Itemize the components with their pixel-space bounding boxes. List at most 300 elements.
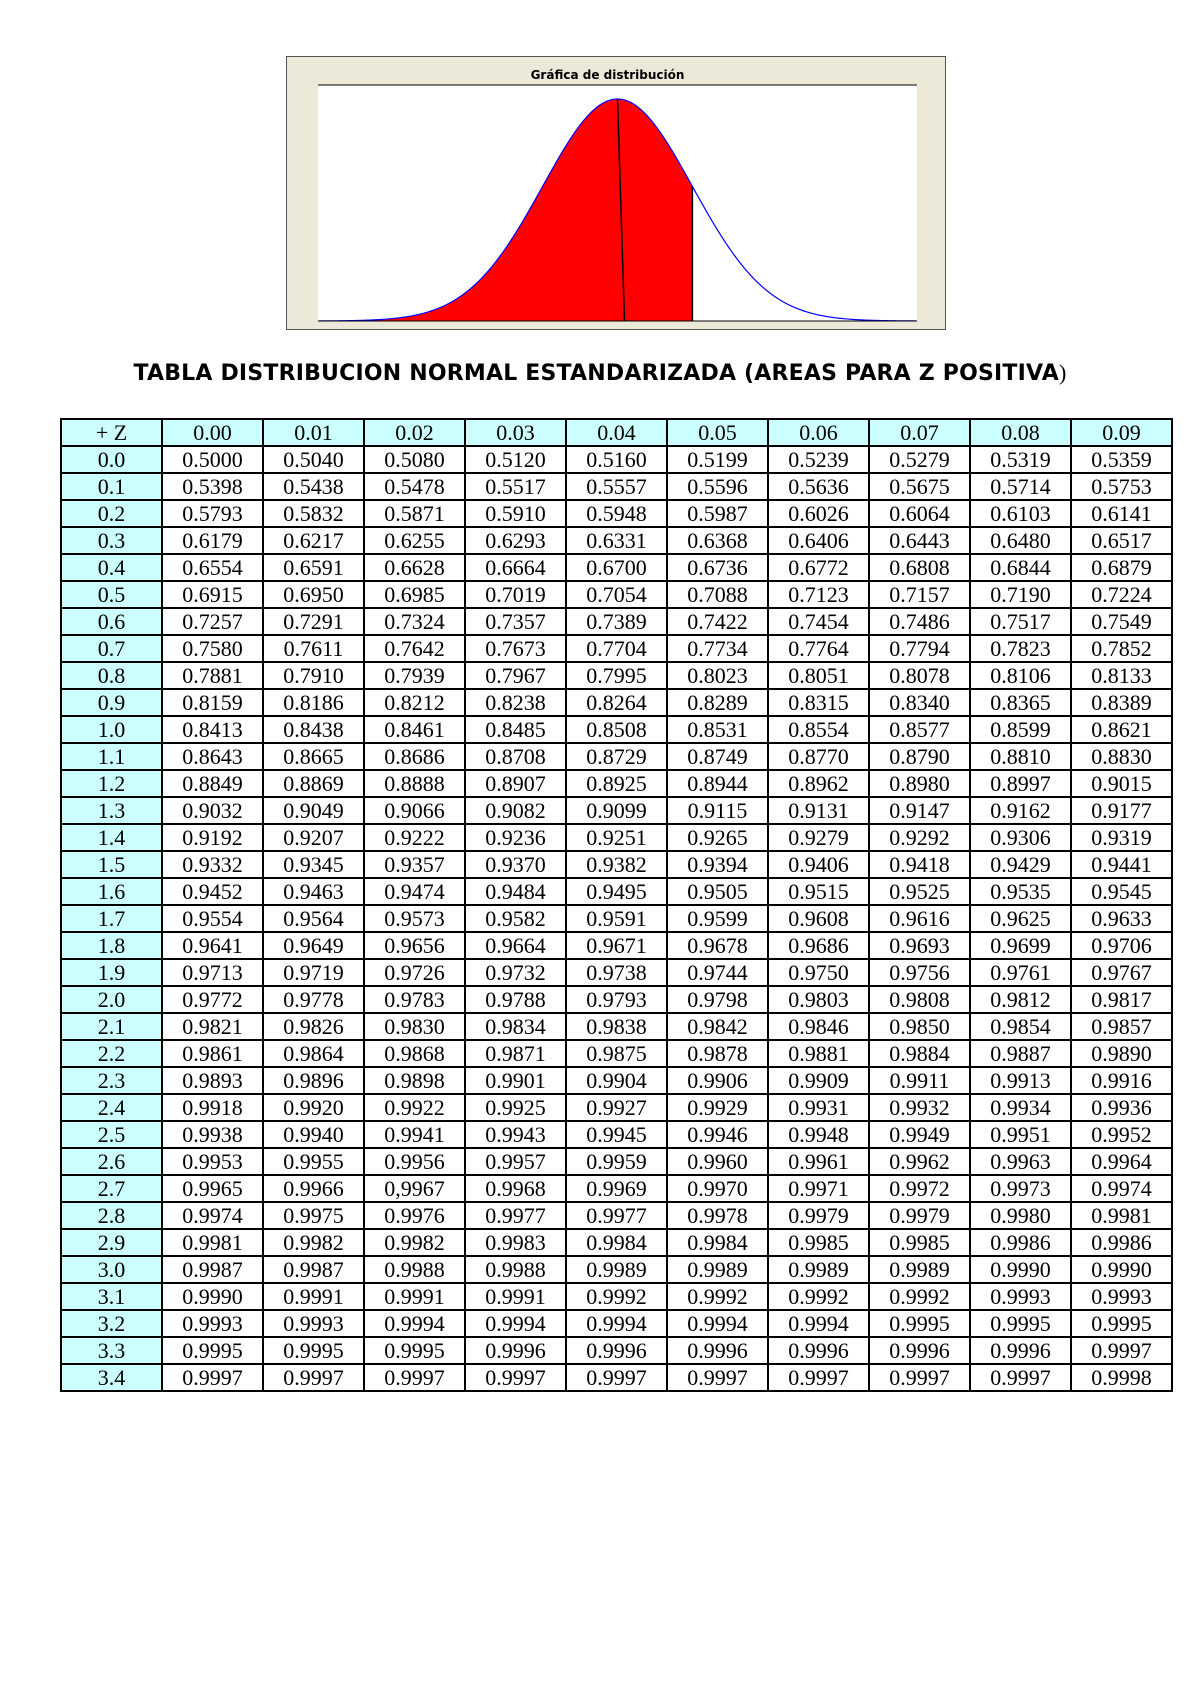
probability-cell: 0.9985 [768,1229,869,1256]
probability-cell: 0.9761 [970,959,1071,986]
probability-cell: 0.9901 [465,1067,566,1094]
column-header-cell: 0.01 [263,419,364,446]
z-value-cell: 3.2 [61,1310,162,1337]
probability-cell: 0.9898 [364,1067,465,1094]
probability-cell: 0.8508 [566,716,667,743]
probability-cell: 0.9345 [263,851,364,878]
probability-cell: 0.9788 [465,986,566,1013]
probability-cell: 0.9693 [869,932,970,959]
probability-cell: 0.9778 [263,986,364,1013]
probability-cell: 0.7881 [162,662,263,689]
probability-cell: 0.8944 [667,770,768,797]
probability-cell: 0.9564 [263,905,364,932]
probability-cell: 0.9906 [667,1067,768,1094]
probability-cell: 0.9997 [667,1364,768,1391]
probability-cell: 0.9147 [869,797,970,824]
probability-cell: 0.6179 [162,527,263,554]
probability-cell: 0.9641 [162,932,263,959]
probability-cell: 0.8643 [162,743,263,770]
probability-cell: 0.9713 [162,959,263,986]
probability-cell: 0.5438 [263,473,364,500]
probability-cell: 0.9808 [869,986,970,1013]
probability-cell: 0.5753 [1071,473,1172,500]
probability-cell: 0.9955 [263,1148,364,1175]
z-value-cell: 2.7 [61,1175,162,1202]
probability-cell: 0.9535 [970,878,1071,905]
probability-cell: 0.5987 [667,500,768,527]
probability-cell: 0.6554 [162,554,263,581]
probability-cell: 0.5832 [263,500,364,527]
probability-cell: 0.9995 [162,1337,263,1364]
probability-cell: 0.9966 [263,1175,364,1202]
probability-cell: 0.5910 [465,500,566,527]
probability-cell: 0.9989 [667,1256,768,1283]
probability-cell: 0.9474 [364,878,465,905]
probability-cell: 0.9934 [970,1094,1071,1121]
probability-cell: 0.8023 [667,662,768,689]
probability-cell: 0.9922 [364,1094,465,1121]
probability-cell: 0.7357 [465,608,566,635]
probability-cell: 0.9332 [162,851,263,878]
probability-cell: 0.9803 [768,986,869,1013]
z-value-cell: 2.1 [61,1013,162,1040]
probability-cell: 0.8962 [768,770,869,797]
probability-cell: 0.9991 [465,1283,566,1310]
probability-cell: 0.9678 [667,932,768,959]
probability-cell: 0.5675 [869,473,970,500]
column-header-cell: 0.00 [162,419,263,446]
z-value-cell: 3.1 [61,1283,162,1310]
probability-cell: 0.6368 [667,527,768,554]
probability-cell: 0.9842 [667,1013,768,1040]
probability-cell: 0.9982 [263,1229,364,1256]
probability-cell: 0.9177 [1071,797,1172,824]
probability-cell: 0.9850 [869,1013,970,1040]
probability-cell: 0.9993 [263,1310,364,1337]
z-value-cell: 0.9 [61,689,162,716]
probability-cell: 0.9463 [263,878,364,905]
probability-cell: 0.7852 [1071,635,1172,662]
probability-cell: 0.9952 [1071,1121,1172,1148]
probability-cell: 0.8830 [1071,743,1172,770]
probability-cell: 0.7673 [465,635,566,662]
probability-cell: 0.9916 [1071,1067,1172,1094]
probability-cell: 0.5040 [263,446,364,473]
probability-cell: 0.9959 [566,1148,667,1175]
z-value-cell: 0.7 [61,635,162,662]
probability-cell: 0.9989 [768,1256,869,1283]
table-row [61,1310,1172,1337]
probability-cell: 0.9997 [162,1364,263,1391]
probability-cell: 0.7257 [162,608,263,635]
page-title-main: TABLA DISTRIBUCION NORMAL ESTANDARIZADA (AREAS PARA Z POSITIVA [133,361,1059,386]
probability-cell: 0.9279 [768,824,869,851]
probability-cell: 0.9994 [566,1310,667,1337]
probability-cell: 0.7642 [364,635,465,662]
probability-cell: 0.9951 [970,1121,1071,1148]
probability-cell: 0.9948 [768,1121,869,1148]
probability-cell: 0.9115 [667,797,768,824]
probability-cell: 0.9976 [364,1202,465,1229]
probability-cell: 0.9864 [263,1040,364,1067]
probability-cell: 0.9996 [970,1337,1071,1364]
probability-cell: 0.9452 [162,878,263,905]
probability-cell: 0.9830 [364,1013,465,1040]
probability-cell: 0.8531 [667,716,768,743]
probability-cell: 0.7190 [970,581,1071,608]
probability-cell: 0.9649 [263,932,364,959]
page-title [0,360,1200,386]
probability-cell: 0.9977 [465,1202,566,1229]
table-row [61,1175,1172,1202]
probability-cell: 0.9996 [768,1337,869,1364]
table-row [61,1202,1172,1229]
probability-cell: 0.9913 [970,1067,1071,1094]
probability-cell: 0.9925 [465,1094,566,1121]
probability-cell: 0.9319 [1071,824,1172,851]
probability-cell: 0.8749 [667,743,768,770]
probability-cell: 0.9505 [667,878,768,905]
probability-cell: 0.9997 [263,1364,364,1391]
z-value-cell: 3.0 [61,1256,162,1283]
probability-cell: 0.8686 [364,743,465,770]
probability-cell: 0.6950 [263,581,364,608]
probability-cell: 0.9726 [364,959,465,986]
probability-cell: 0.9931 [768,1094,869,1121]
probability-cell: 0.7580 [162,635,263,662]
probability-cell: 0.5478 [364,473,465,500]
probability-cell: 0.9968 [465,1175,566,1202]
z-value-cell: 1.1 [61,743,162,770]
probability-cell: 0.9953 [162,1148,263,1175]
probability-cell: 0.7454 [768,608,869,635]
page-title-paren: ) [1059,360,1067,385]
probability-cell: 0.8599 [970,716,1071,743]
probability-cell: 0.6808 [869,554,970,581]
probability-cell: 0.7734 [667,635,768,662]
probability-cell: 0.9861 [162,1040,263,1067]
probability-cell: 0.9932 [869,1094,970,1121]
probability-cell: 0.9991 [263,1283,364,1310]
probability-cell: 0.9793 [566,986,667,1013]
probability-cell: 0.9998 [1071,1364,1172,1391]
probability-cell: 0.9099 [566,797,667,824]
probability-cell: 0.9962 [869,1148,970,1175]
table-row [61,608,1172,635]
probability-cell: 0.9838 [566,1013,667,1040]
probability-cell: 0.8980 [869,770,970,797]
probability-cell: 0.9719 [263,959,364,986]
probability-cell: 0.8869 [263,770,364,797]
probability-cell: 0.9936 [1071,1094,1172,1121]
probability-cell: 0.9996 [667,1337,768,1364]
probability-cell: 0.8770 [768,743,869,770]
probability-cell: 0.9993 [162,1310,263,1337]
probability-cell: 0.9940 [263,1121,364,1148]
probability-cell: 0.7422 [667,608,768,635]
probability-cell: 0.9875 [566,1040,667,1067]
probability-cell: 0.8389 [1071,689,1172,716]
table-row [61,1148,1172,1175]
z-value-cell: 0.5 [61,581,162,608]
probability-cell: 0.8907 [465,770,566,797]
probability-cell: 0.9854 [970,1013,1071,1040]
probability-cell: 0.9986 [1071,1229,1172,1256]
table-row [61,1364,1172,1391]
probability-cell: 0.8925 [566,770,667,797]
table-row [61,662,1172,689]
probability-cell: 0.9881 [768,1040,869,1067]
probability-cell: 0.5319 [970,446,1071,473]
probability-cell: 0.9920 [263,1094,364,1121]
probability-cell: 0.9974 [1071,1175,1172,1202]
probability-cell: 0.9990 [970,1256,1071,1283]
probability-cell: 0.9066 [364,797,465,824]
table-row [61,878,1172,905]
probability-cell: 0.9686 [768,932,869,959]
probability-cell: 0.9995 [869,1310,970,1337]
probability-cell: 0.9992 [667,1283,768,1310]
probability-cell: 0.5948 [566,500,667,527]
probability-cell: 0.6064 [869,500,970,527]
probability-cell: 0.6915 [162,581,263,608]
probability-cell: 0.7389 [566,608,667,635]
probability-cell: 0.9573 [364,905,465,932]
probability-cell: 0.9983 [465,1229,566,1256]
probability-cell: 0.5596 [667,473,768,500]
z-value-cell: 2.0 [61,986,162,1013]
probability-cell: 0.7486 [869,608,970,635]
probability-cell: 0.8997 [970,770,1071,797]
probability-cell: 0.9929 [667,1094,768,1121]
probability-cell: 0.9495 [566,878,667,905]
probability-cell: 0.6443 [869,527,970,554]
probability-cell: 0.9970 [667,1175,768,1202]
probability-cell: 0.9965 [162,1175,263,1202]
probability-cell: 0.9995 [263,1337,364,1364]
probability-cell: 0.9979 [869,1202,970,1229]
probability-cell: 0.9946 [667,1121,768,1148]
probability-cell: 0.6255 [364,527,465,554]
probability-cell: 0.9969 [566,1175,667,1202]
probability-cell: 0.9306 [970,824,1071,851]
probability-cell: 0.9192 [162,824,263,851]
probability-cell: 0,9967 [364,1175,465,1202]
probability-cell: 0.9292 [869,824,970,851]
probability-cell: 0.8159 [162,689,263,716]
probability-cell: 0.5398 [162,473,263,500]
z-value-cell: 0.0 [61,446,162,473]
probability-cell: 0.9996 [566,1337,667,1364]
probability-cell: 0.8621 [1071,716,1172,743]
probability-cell: 0.9582 [465,905,566,932]
probability-cell: 0.9545 [1071,878,1172,905]
probability-cell: 0.8340 [869,689,970,716]
probability-cell: 0.6844 [970,554,1071,581]
probability-cell: 0.5793 [162,500,263,527]
z-value-cell: 0.3 [61,527,162,554]
probability-cell: 0.8708 [465,743,566,770]
probability-cell: 0.9945 [566,1121,667,1148]
probability-cell: 0.9131 [768,797,869,824]
probability-cell: 0.9981 [1071,1202,1172,1229]
probability-cell: 0.9429 [970,851,1071,878]
probability-cell: 0.9994 [768,1310,869,1337]
probability-cell: 0.5714 [970,473,1071,500]
table-row [61,527,1172,554]
probability-cell: 0.9884 [869,1040,970,1067]
table-row [61,770,1172,797]
table-row [61,554,1172,581]
probability-cell: 0.9484 [465,878,566,905]
probability-cell: 0.9207 [263,824,364,851]
probability-cell: 0.9985 [869,1229,970,1256]
column-header-cell: 0.05 [667,419,768,446]
probability-cell: 0.9406 [768,851,869,878]
probability-cell: 0.9625 [970,905,1071,932]
table-row [61,1229,1172,1256]
probability-cell: 0.6736 [667,554,768,581]
z-table-header-row [61,419,1172,446]
probability-cell: 0.7019 [465,581,566,608]
table-row [61,716,1172,743]
z-value-cell: 1.6 [61,878,162,905]
probability-cell: 0.9995 [970,1310,1071,1337]
probability-cell: 0.9971 [768,1175,869,1202]
probability-cell: 0.8365 [970,689,1071,716]
probability-cell: 0.6517 [1071,527,1172,554]
probability-cell: 0.6331 [566,527,667,554]
probability-cell: 0.5359 [1071,446,1172,473]
probability-cell: 0.7291 [263,608,364,635]
probability-cell: 0.9994 [465,1310,566,1337]
probability-cell: 0.6985 [364,581,465,608]
probability-cell: 0.9162 [970,797,1071,824]
probability-cell: 0.6141 [1071,500,1172,527]
probability-cell: 0.5000 [162,446,263,473]
probability-cell: 0.9973 [970,1175,1071,1202]
probability-cell: 0.7794 [869,635,970,662]
probability-cell: 0.7054 [566,581,667,608]
probability-cell: 0.9798 [667,986,768,1013]
probability-cell: 0.7823 [970,635,1071,662]
probability-cell: 0.9633 [1071,905,1172,932]
probability-cell: 0.6217 [263,527,364,554]
table-row [61,1283,1172,1310]
table-row [61,1013,1172,1040]
column-header-cell: 0.07 [869,419,970,446]
table-row [61,1094,1172,1121]
table-row [61,1040,1172,1067]
probability-cell: 0.9767 [1071,959,1172,986]
probability-cell: 0.9756 [869,959,970,986]
table-row [61,851,1172,878]
probability-cell: 0.5239 [768,446,869,473]
probability-cell: 0.9370 [465,851,566,878]
probability-cell: 0.9222 [364,824,465,851]
probability-cell: 0.9995 [1071,1310,1172,1337]
probability-cell: 0.9994 [364,1310,465,1337]
probability-cell: 0.9980 [970,1202,1071,1229]
probability-cell: 0.9997 [1071,1337,1172,1364]
distribution-chart-svg [287,57,945,329]
probability-cell: 0.9394 [667,851,768,878]
probability-cell: 0.9990 [1071,1256,1172,1283]
probability-cell: 0.9992 [566,1283,667,1310]
probability-cell: 0.9834 [465,1013,566,1040]
probability-cell: 0.6103 [970,500,1071,527]
z-value-cell: 1.9 [61,959,162,986]
probability-cell: 0.9982 [364,1229,465,1256]
probability-cell: 0.9989 [869,1256,970,1283]
probability-cell: 0.9964 [1071,1148,1172,1175]
probability-cell: 0.9988 [364,1256,465,1283]
probability-cell: 0.8106 [970,662,1071,689]
probability-cell: 0.6480 [970,527,1071,554]
probability-cell: 0.7324 [364,608,465,635]
probability-cell: 0.9772 [162,986,263,1013]
probability-cell: 0.9554 [162,905,263,932]
probability-cell: 0.9896 [263,1067,364,1094]
z-table [60,418,1173,1392]
probability-cell: 0.9997 [566,1364,667,1391]
probability-cell: 0.9893 [162,1067,263,1094]
probability-cell: 0.9015 [1071,770,1172,797]
probability-cell: 0.8289 [667,689,768,716]
z-value-cell: 1.8 [61,932,162,959]
probability-cell: 0.5557 [566,473,667,500]
z-value-cell: 0.8 [61,662,162,689]
column-header-cell: 0.08 [970,419,1071,446]
probability-cell: 0.8849 [162,770,263,797]
probability-cell: 0.9996 [869,1337,970,1364]
z-value-cell: 0.2 [61,500,162,527]
probability-cell: 0.9868 [364,1040,465,1067]
probability-cell: 0.9978 [667,1202,768,1229]
table-row [61,1121,1172,1148]
column-header-cell: 0.03 [465,419,566,446]
table-row [61,986,1172,1013]
distribution-chart [286,56,946,330]
probability-cell: 0.9956 [364,1148,465,1175]
probability-cell: 0.9918 [162,1094,263,1121]
probability-cell: 0.9993 [1071,1283,1172,1310]
probability-cell: 0.9941 [364,1121,465,1148]
probability-cell: 0.7910 [263,662,364,689]
probability-cell: 0.9974 [162,1202,263,1229]
probability-cell: 0.9960 [667,1148,768,1175]
table-row [61,500,1172,527]
z-value-cell: 1.4 [61,824,162,851]
probability-cell: 0.9996 [465,1337,566,1364]
probability-cell: 0.9515 [768,878,869,905]
table-row [61,959,1172,986]
probability-cell: 0.9608 [768,905,869,932]
probability-cell: 0.6026 [768,500,869,527]
probability-cell: 0.9251 [566,824,667,851]
probability-cell: 0.7611 [263,635,364,662]
probability-cell: 0.9977 [566,1202,667,1229]
probability-cell: 0.9236 [465,824,566,851]
probability-cell: 0.9997 [465,1364,566,1391]
probability-cell: 0.9032 [162,797,263,824]
probability-cell: 0.9671 [566,932,667,959]
probability-cell: 0.9992 [869,1283,970,1310]
probability-cell: 0.9871 [465,1040,566,1067]
probability-cell: 0.7764 [768,635,869,662]
probability-cell: 0.8238 [465,689,566,716]
probability-cell: 0.7549 [1071,608,1172,635]
